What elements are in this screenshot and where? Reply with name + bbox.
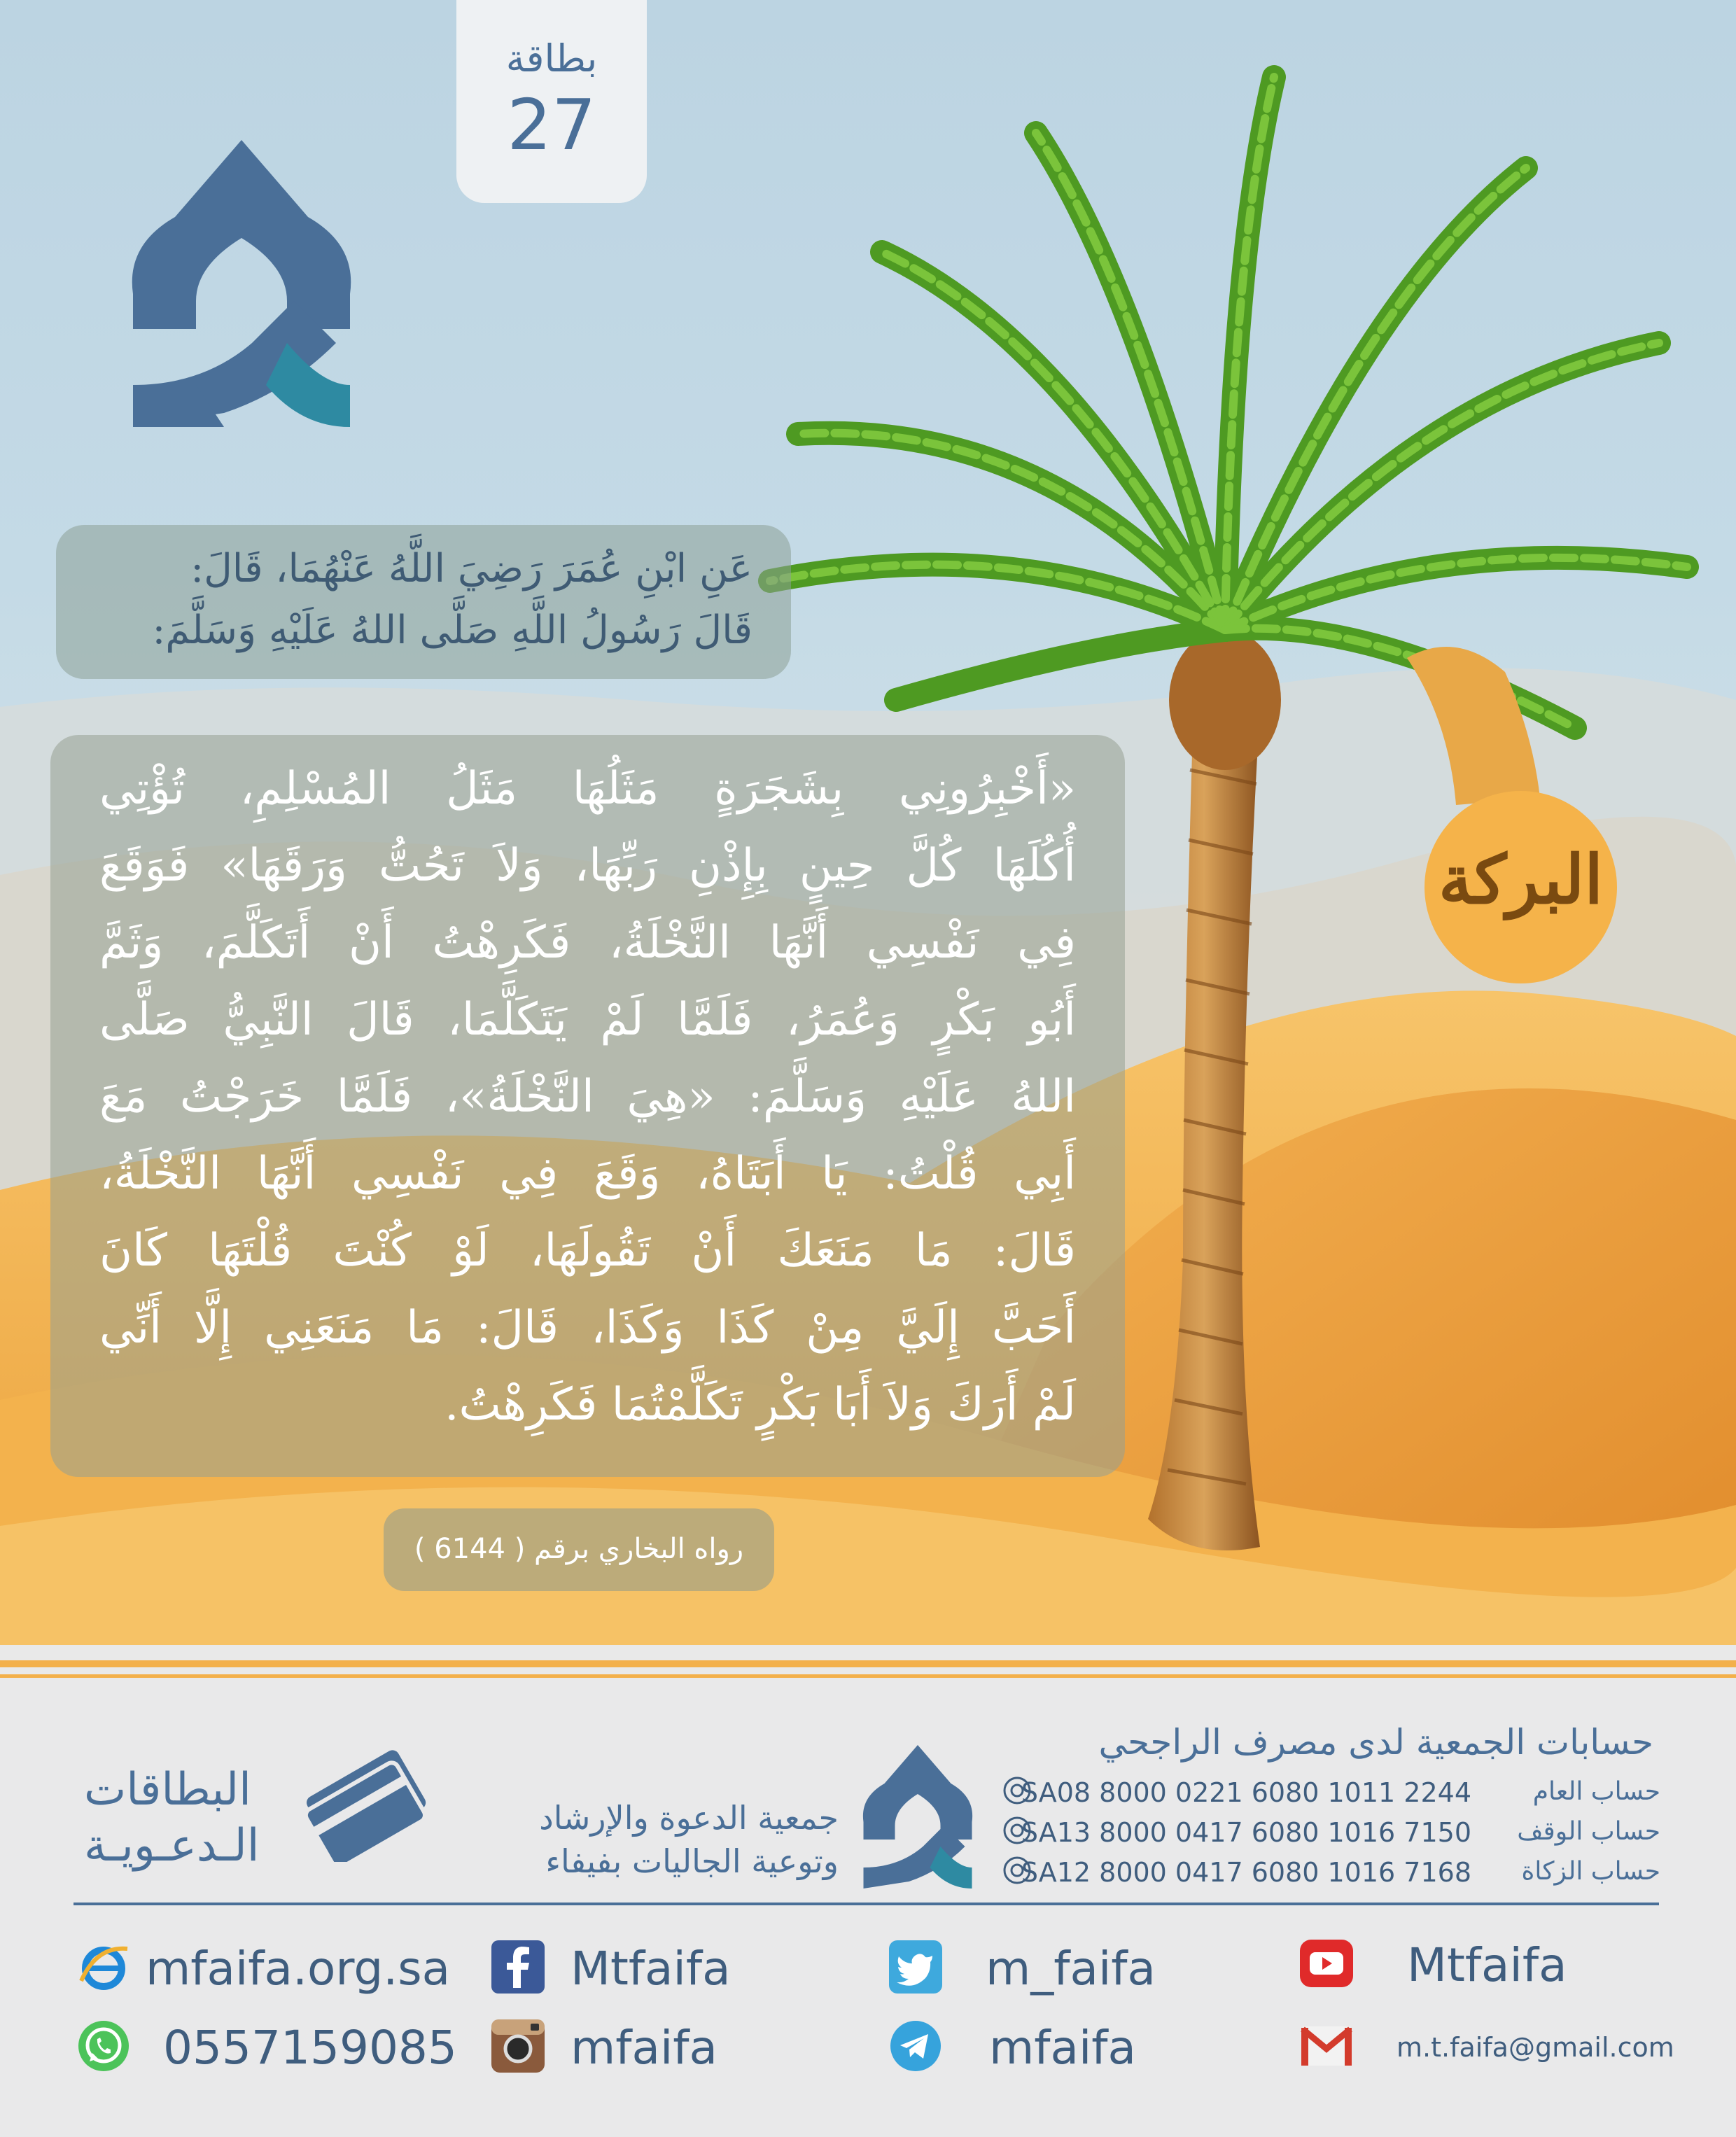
cards-label-line-1: البطاقات xyxy=(84,1764,251,1816)
instagram-link[interactable] xyxy=(490,2018,784,2074)
hadith-line: أَبِي قُلْتُ: يَا أَبَتَاهُ، وَقَعَ فِي نَفْسِي أَنَّهَا النَّخْلَةُ، xyxy=(99,1148,1076,1200)
facebook-text: Mtfaifa xyxy=(570,1942,731,1996)
youtube-link[interactable] xyxy=(1298,1935,1592,1991)
bank-icon xyxy=(1002,1856,1032,1885)
narrator-line-2: قَالَ رَسُولُ اللَّهِ صَلَّى اللهُ عَلَيْهِ وَسَلَّمَ: xyxy=(152,608,752,653)
hadith-line: فِي نَفْسِي أَنَّهَا النَّخْلَةُ، فَكَرِهْتُ أَنْ أَتَكَلَّمَ، وَثَمَّ xyxy=(99,917,1076,969)
bank-icon xyxy=(1002,1816,1032,1845)
hadith-line: لَمْ أَرَكَ وَلاَ أَبَا بَكْرٍ تَكَلَّمْتُمَا فَكَرِهْتُ. xyxy=(444,1379,1076,1431)
telegram-text: mfaifa xyxy=(989,2021,1136,2075)
telegram-icon xyxy=(888,2018,944,2074)
gmail-icon xyxy=(1298,2018,1354,2074)
topic-badge xyxy=(1424,791,1617,983)
narrator-box xyxy=(56,525,791,679)
email-text: m.t.faifa@gmail.com xyxy=(1396,2032,1674,2063)
facebook-link[interactable] xyxy=(490,1939,784,1995)
hadith-line: أَحَبَّ إِلَيَّ مِنْ كَذَا وَكَذَا، قَالَ: مَا مَنَعَنِي إِلَّا أَنِّي xyxy=(99,1302,1076,1354)
topic-badge-text: البركة xyxy=(1438,840,1604,919)
account-iban: SA12 8000 0417 6080 1016 7168 xyxy=(1021,1857,1471,1888)
hadith-line: قَالَ: مَا مَنَعَكَ أَنْ تَقُولَهَا، لَوْ كُنْتَ قُلْتَهَا كَانَ xyxy=(99,1225,1076,1277)
accounts-title: حسابات الجمعية لدى مصرف الراجحي xyxy=(1098,1722,1653,1763)
footer-divider xyxy=(0,1660,1736,1667)
hadith-line: أَبُو بَكْرٍ وَعُمَرُ، فَلَمَّا لَمْ يَتَكَلَّمَا، قَالَ النَّبِيُّ صَلَّى xyxy=(99,994,1076,1046)
hadith-line: «أَخْبِرُونِي بِشَجَرَةٍ مَثَلُهَا مَثَلُ المُسْلِمِ، تُؤْتِي xyxy=(99,763,1076,815)
footer-divider-thin xyxy=(0,1674,1736,1678)
cards-icon xyxy=(294,1750,434,1862)
account-row xyxy=(1002,1814,1660,1849)
whatsapp-icon xyxy=(76,2018,132,2074)
account-label: حساب العام xyxy=(1532,1777,1660,1806)
org-name-line-2: وتوعية الجاليات بفيفاء xyxy=(545,1842,839,1880)
whatsapp-link[interactable] xyxy=(76,2018,457,2075)
account-iban: SA08 8000 0221 6080 1011 2244 xyxy=(1021,1777,1471,1808)
cards-label-line-2: الـدعـويـة xyxy=(84,1820,260,1872)
instagram-icon xyxy=(490,2018,546,2074)
facebook-icon xyxy=(490,1939,546,1995)
account-row xyxy=(1002,1854,1660,1889)
whatsapp-text: 0557159085 xyxy=(163,2021,457,2075)
hadith-box xyxy=(50,735,1125,1477)
org-logo-small-icon xyxy=(855,1742,980,1889)
twitter-link[interactable] xyxy=(888,1939,1182,1995)
account-iban: SA13 8000 0417 6080 1016 7150 xyxy=(1021,1817,1471,1848)
source-text: رواه البخاري برقم ( 6144 ) xyxy=(414,1533,744,1565)
account-row xyxy=(1002,1774,1660,1809)
website-link[interactable] xyxy=(76,1939,451,1996)
hadith-line: اللهُ عَلَيْهِ وَسَلَّمَ: «هِيَ النَّخْلَةُ»، فَلَمَّا خَرَجْتُ مَعَ xyxy=(99,1071,1076,1123)
email-link[interactable] xyxy=(1298,2018,1674,2074)
bank-icon xyxy=(1002,1776,1032,1805)
card-number: 27 xyxy=(507,84,596,166)
card-number-tab xyxy=(456,0,647,203)
instagram-text: mfaifa xyxy=(570,2021,718,2075)
card-label: بطاقة xyxy=(505,36,598,80)
website-text: mfaifa.org.sa xyxy=(146,1942,451,1996)
hadith-line: أُكُلَهَا كُلَّ حِينٍ بِإِذْنِ رَبِّهَا، وَلاَ تَحُتُّ وَرَقَهَا» فَوَقَعَ xyxy=(99,840,1076,892)
org-name-line-1: جمعية الدعوة والإرشاد xyxy=(539,1799,839,1837)
internet-explorer-icon xyxy=(76,1939,132,1995)
narrator-line-1: عَنِ ابْنِ عُمَرَ رَضِيَ اللَّهُ عَنْهُمَا، قَالَ: xyxy=(190,546,752,591)
youtube-icon xyxy=(1298,1935,1354,1991)
org-logo-icon xyxy=(119,133,364,427)
twitter-icon xyxy=(888,1939,944,1995)
account-label: حساب الزكاة xyxy=(1521,1857,1660,1886)
account-label: حساب الوقف xyxy=(1517,1817,1660,1846)
footer-separator xyxy=(74,1903,1659,1905)
youtube-text: Mtfaifa xyxy=(1407,1938,1567,1992)
telegram-link[interactable] xyxy=(888,2018,1182,2074)
source-box xyxy=(384,1508,774,1591)
twitter-text: m_faifa xyxy=(986,1942,1156,1996)
